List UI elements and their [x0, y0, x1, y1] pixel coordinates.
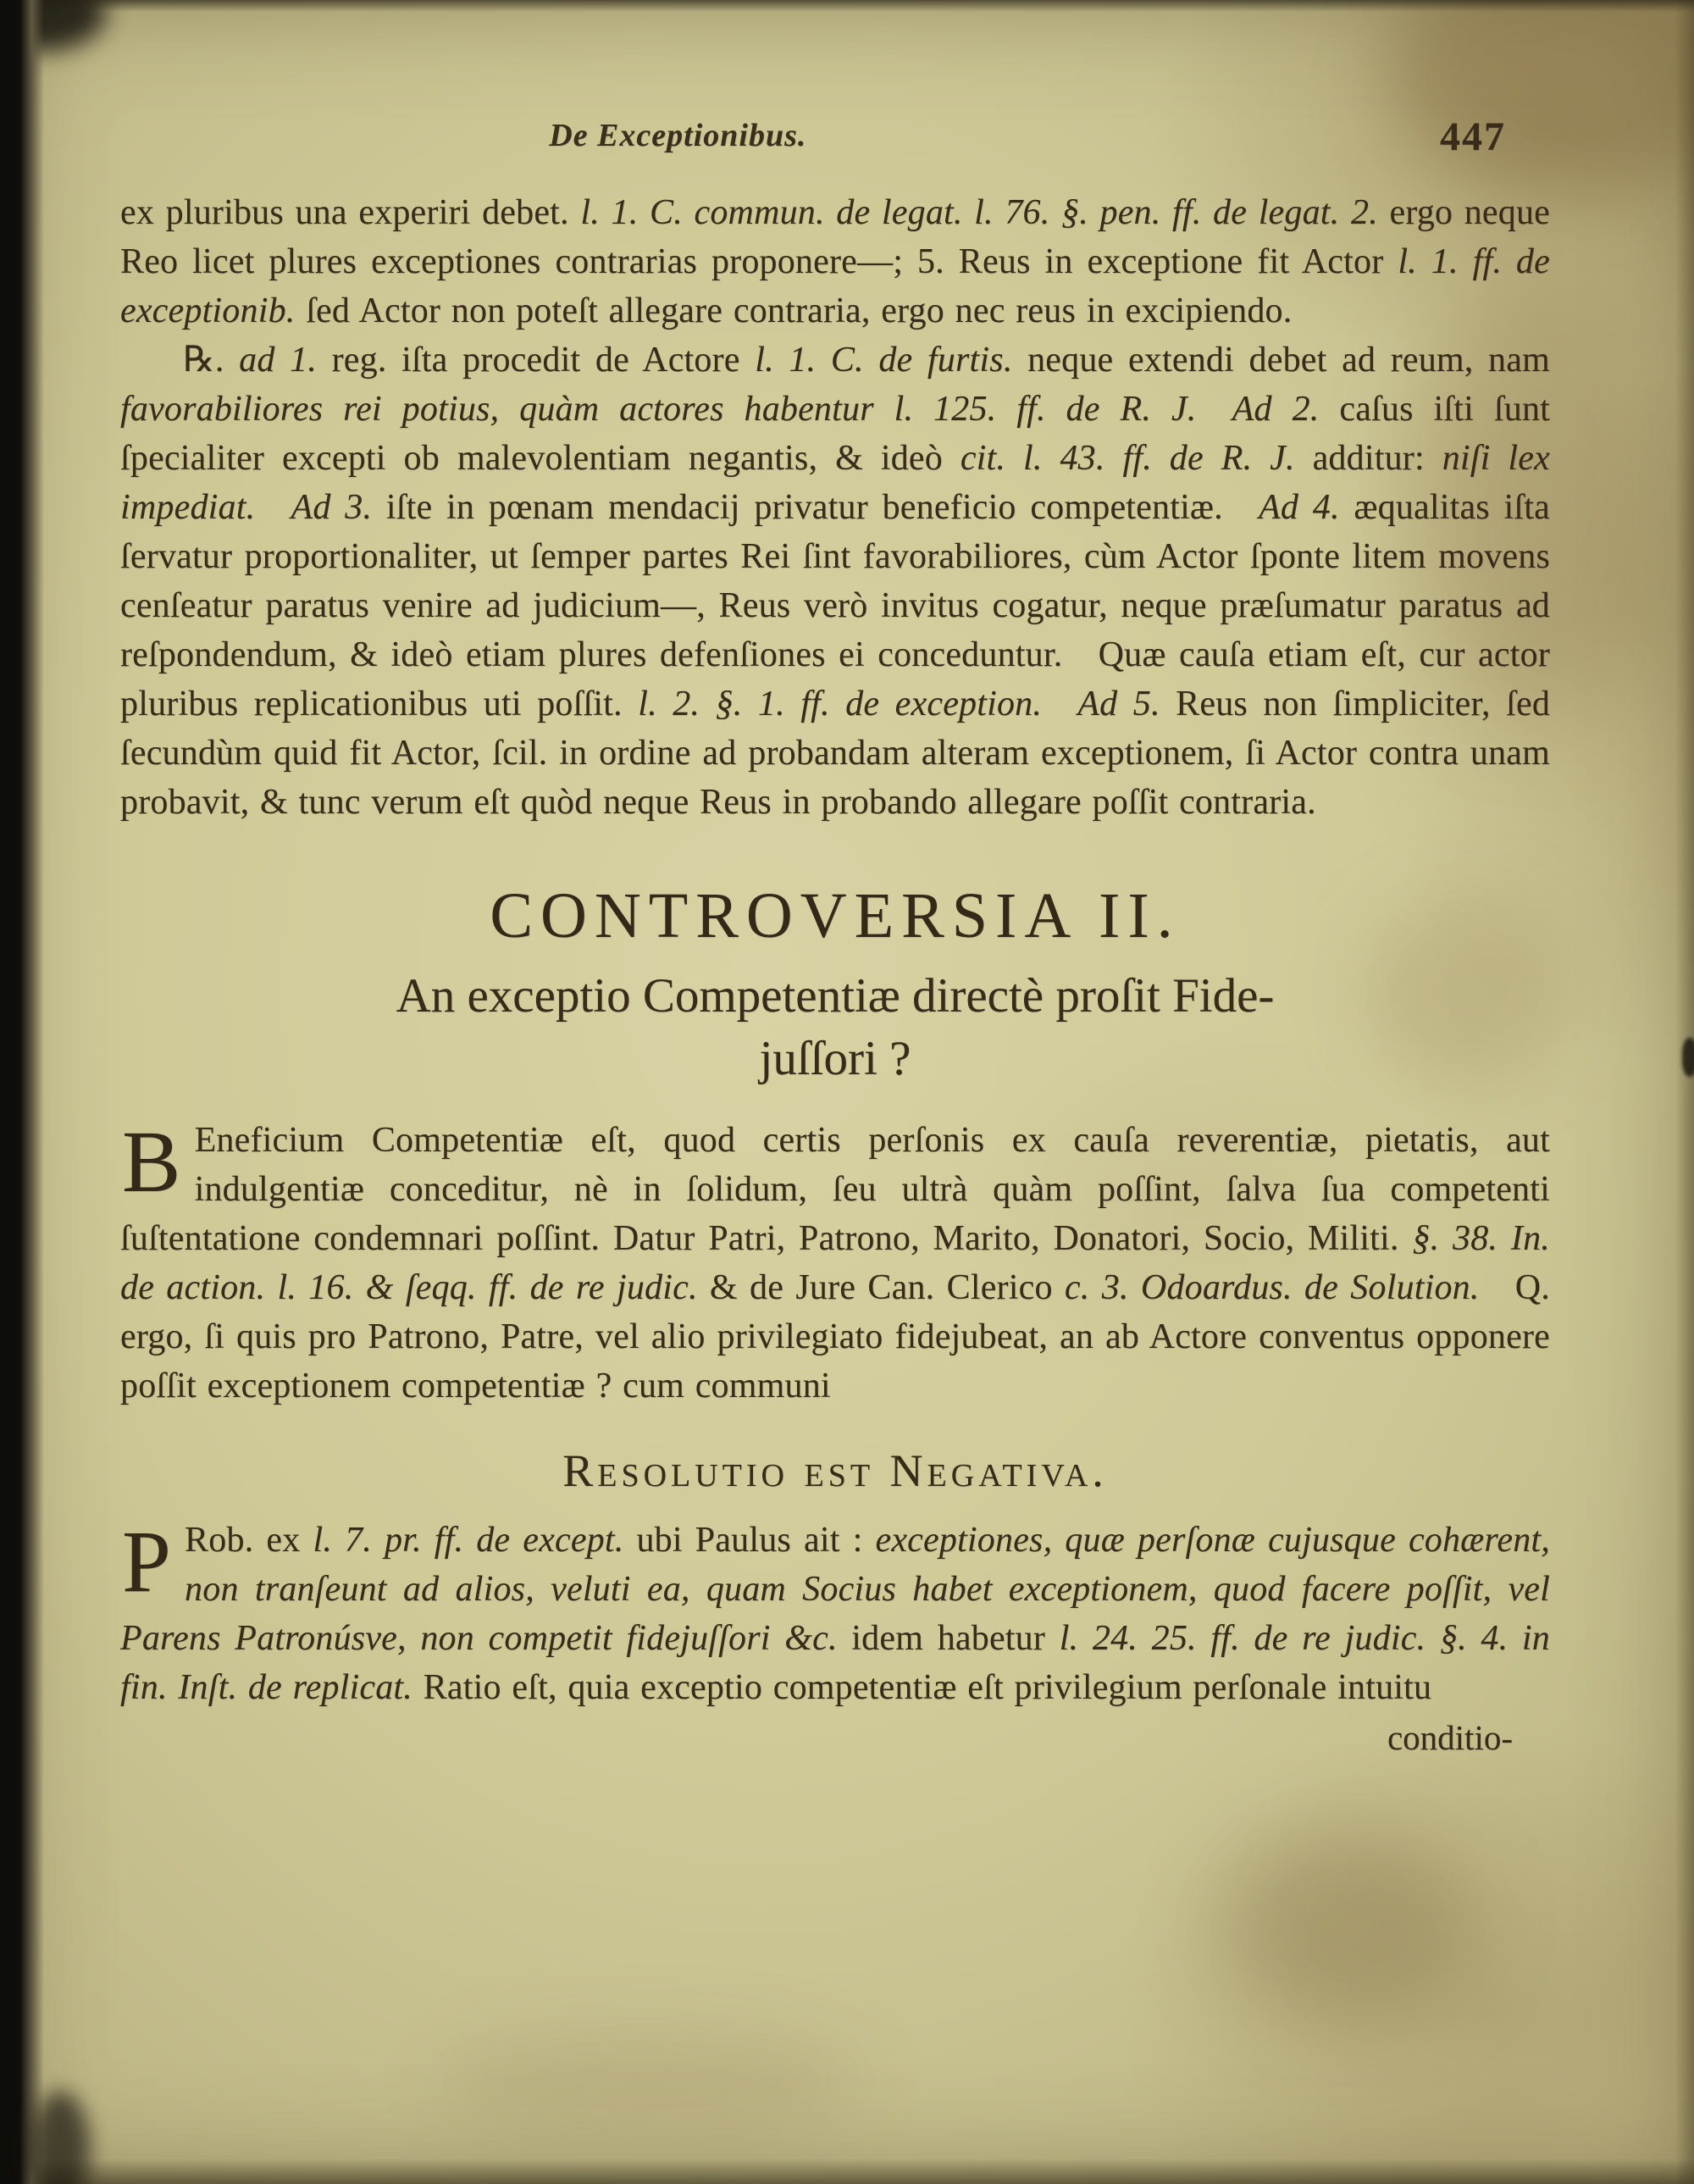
page-edge-top	[0, 0, 1694, 12]
ink-mark-right-edge	[1682, 1038, 1694, 1077]
page-edge-right	[1675, 0, 1694, 2184]
paragraph-probatio	[120, 1513, 1550, 1712]
question-line-1: An exceptio Competentiæ directè proſit Fide-	[396, 969, 1275, 1023]
section-heading-controversia: CONTROVERSIA II.	[490, 880, 1181, 951]
paragraph-beneficium	[120, 1113, 1550, 1411]
resolution-heading: Resolutio est Negativa.	[562, 1445, 1108, 1496]
paragraph-probatio-text: Rob. ex l. 7. pr. ff. de except. ubi Paulus ait : exceptiones, quæ perſonæ cujusque cohærent, non tranſeunt ad alios, veluti ea, quam Socius habet exceptionem, quod facere poſſit, vel Parens Patronúsve, non competit fidejuſſori &c. idem habetur l. 24. 25. ff. de re judic. §. 4. in fin. Inſt. de replicat. Ratio eſt, quia exceptio competentiæ eſt privilegium perſonale intuitu	[120, 1521, 1550, 1707]
paragraph-continuation: ex pluribus una experiri debet. l. 1. C. commun. de legat. l. 76. §. pen. ff. de legat. 2. ergo neque Reo licet plures exceptiones contrarias proponere—; 5. Reus in exceptione fit Actor l. 1. ff. de exceptionib. ſed Actor non poteſt allegare contraria, ergo nec reus in excipiendo.	[120, 193, 1550, 330]
paragraph-beneficium-text: Eneficium Competentiæ eſt, quod certis perſonis ex cauſa reverentiæ, pietatis, aut indulgentiæ conceditur, nè in ſolidum, ſeu ultrà quàm poſſint, ſalva ſua competenti ſuſtentatione condemnari poſſint. Datur Patri, Patrono, Marito, Donatori, Socio, Militi. §. 38. In. de action. l. 16. & ſeqq. ff. de re judic. & de Jure Can. Clerico c. 3. Odoardus. de Solution. Q. ergo, ſi quis pro Patrono, Patre, vel alio privilegiato fidejubeat, an ab Actore conventus opponere poſſit exceptionem competentiæ ? cum communi	[120, 1121, 1550, 1405]
page-header	[120, 114, 1550, 171]
question-heading	[120, 965, 1550, 1090]
spine-shadow	[0, 0, 44, 2184]
dropcap-B: B	[122, 1113, 181, 1211]
page-edge-bottom	[0, 2159, 1694, 2184]
paragraph-responsum: ℞. ad 1. reg. iſta procedit de Actore l. 1. C. de furtis. neque extendi debet ad reum, nam favorabiliores rei potius, quàm actores habentur l. 125. ff. de R. J. Ad 2. caſus iſti ſunt ſpecialiter excepti ob malevolentiam negantis, & ideò cit. l. 43. ff. de R. J. additur: niſi lex impediat. Ad 3. iſte in pœnam mendacij privatur beneficio competentiæ. Ad 4. æqualitas iſta ſervatur proportionaliter, ut ſemper partes Rei ſint favorabiliores, cùm Actor ſponte litem movens cenſeatur paratus venire ad judicium—, Reus verò invitus cogatur, neque præſumatur paratus ad reſpondendum, & ideò etiam plures defenſiones ei conceduntur. Quæ cauſa etiam eſt, cur actor pluribus replicationibus uti poſſit. l. 2. §. 1. ff. de exception. Ad 5. Reus non ſimpliciter, ſed ſecundùm quid fit Actor, ſcil. in ordine ad probandam alteram exceptionem, ſi Actor contra unam probavit, & tunc verum eſt quòd neque Reus in probando allegare poſſit contraria.	[120, 341, 1551, 822]
dropcap-P: P	[122, 1513, 172, 1610]
paper-stain	[1220, 1828, 1474, 2023]
page-number: 447	[1440, 114, 1506, 159]
catchword: conditio-	[1387, 1718, 1513, 1757]
paper-stain	[440, 2032, 864, 2133]
question-line-2: juſſori ?	[759, 1032, 911, 1085]
page-content	[120, 114, 1551, 1758]
running-title: De Exceptionibus.	[549, 118, 807, 153]
